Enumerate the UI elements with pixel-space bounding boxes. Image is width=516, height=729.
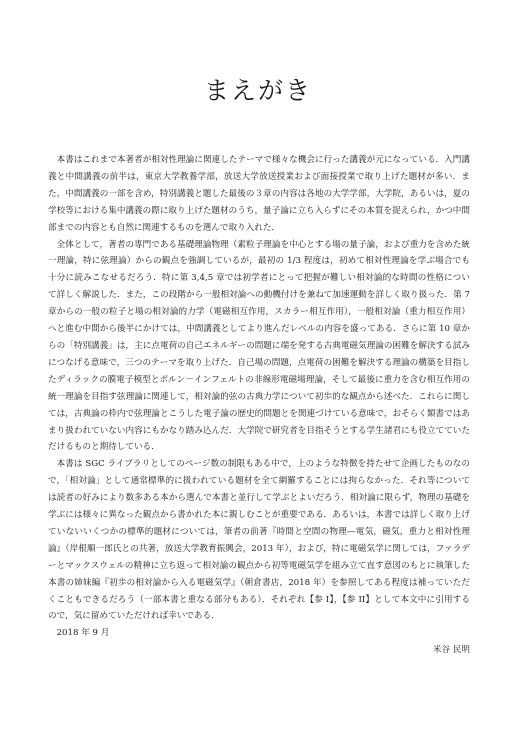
preface-body [48, 152, 470, 659]
paragraph-2: 全体として，著者の専門である基礎理論物理（素粒子理論を中心とする場の量子論，および重力を含めた統一理論，特に弦理論）からの観点を強調しているが，最初の 1/3 程度は，初めて相対性理論を学ぶ場合でも十分に読みこなせるだろう．特に第 3,4,5 章では初学者にとって把握が難しい相対論的な時間の性格について詳しく解説した．また，この段階から一般相対論への動機付けを兼ねて加速運動を詳しく取り扱った．第 7 章からの一般の粒子と場の相対論的力学（電磁相互作用，スカラー相互作用），一般相対論（重力相互作用）へと進む中間から後半にかけては，中間講義としてより進んだレベルの内容を盛ってある．さらに第 10 章からの「特別講義」は，主に点電荷の自己エネルギーの問題に端を発する古典電磁気理論の困難を解決する試みにつなげる意味で，三つのテーマを取り上げた．自己場の問題，点電荷の困難を解決する理論の構築を目指したディラックの膜電子模型とボルン－インフェルトの非線形電磁場理論，そして最後に重力を含む相互作用の統一理論を目指す弦理論に関連して，相対論的弦の古典力学について初歩的な観点から述べた．これらに関しては，古典論の枠内で弦理論とこうした電子論の歴史的問題とを関連づけている意味で，おそらく類書ではあまり扱われていない内容にもかなり踏み込んだ．大学院で研究者を目指そうとする学生諸君にも役立てていただけるものと期待している． [48, 239, 470, 453]
paragraph-3: 本書は SGC ライブラリとしてのページ数の制限もある中で，上のような特徴を持たせて企画したものなので，「相対論」として通常標準的に扱われている題材を全て網羅することには拘らなかった．それ等については読者の好みにより数多ある本から選んで本書と並行して学ぶとよいだろう．相対論に限らず，物理の基礎を学ぶには様々に異なった観点から書かれた本に親しむことが重要である．あるいは，本書では詳しく取り上げていないいくつかの標準的題材については，筆者の前著『時間と空間の物理―電気，磁気，重力と相対性理論』（岸根順一郎氏との共著，放送大学教育振興会，2013 年），および，特に電磁気学に関しては，ファラデーとマックスウェルの精神に立ち返って相対論の観点から初等電磁気学を組み立て直す意図のもとに執筆した本書の姉妹編『初歩の相対論から入る電磁気学』（朝倉書店，2018 年）を参照してある程度は補っていただくこともできるだろう（一部本書と重なる部分もある）．それぞれ【参 I】，【参 II】として本文中に引用するので，気に留めていただければ幸いである． [48, 459, 470, 622]
author-name: 米谷 民明 [432, 645, 470, 656]
date-line: 2018 年 9 月 [56, 628, 110, 639]
paragraph-1: 本書はこれまで本著者が相対性理論に関連したテーマで様々な機会に行った講義が元になっている．入門講義と中間講義の前半は，東京大学教養学部，放送大学放送授業および面接授業で取り上げた題材が多い．また，中間講義の一部を含め，特別講義と題した最後の３章の内容は各地の大学学部，大学院，あるいは，夏の学校等における集中講義の際に取り上げた題材のうち，量子論に立ち入らずにその本質を捉えられ，かつ中間部までの内容とも自然に関連するものを選んで取り入れた． [48, 155, 470, 233]
page-title: まえがき [203, 76, 312, 105]
